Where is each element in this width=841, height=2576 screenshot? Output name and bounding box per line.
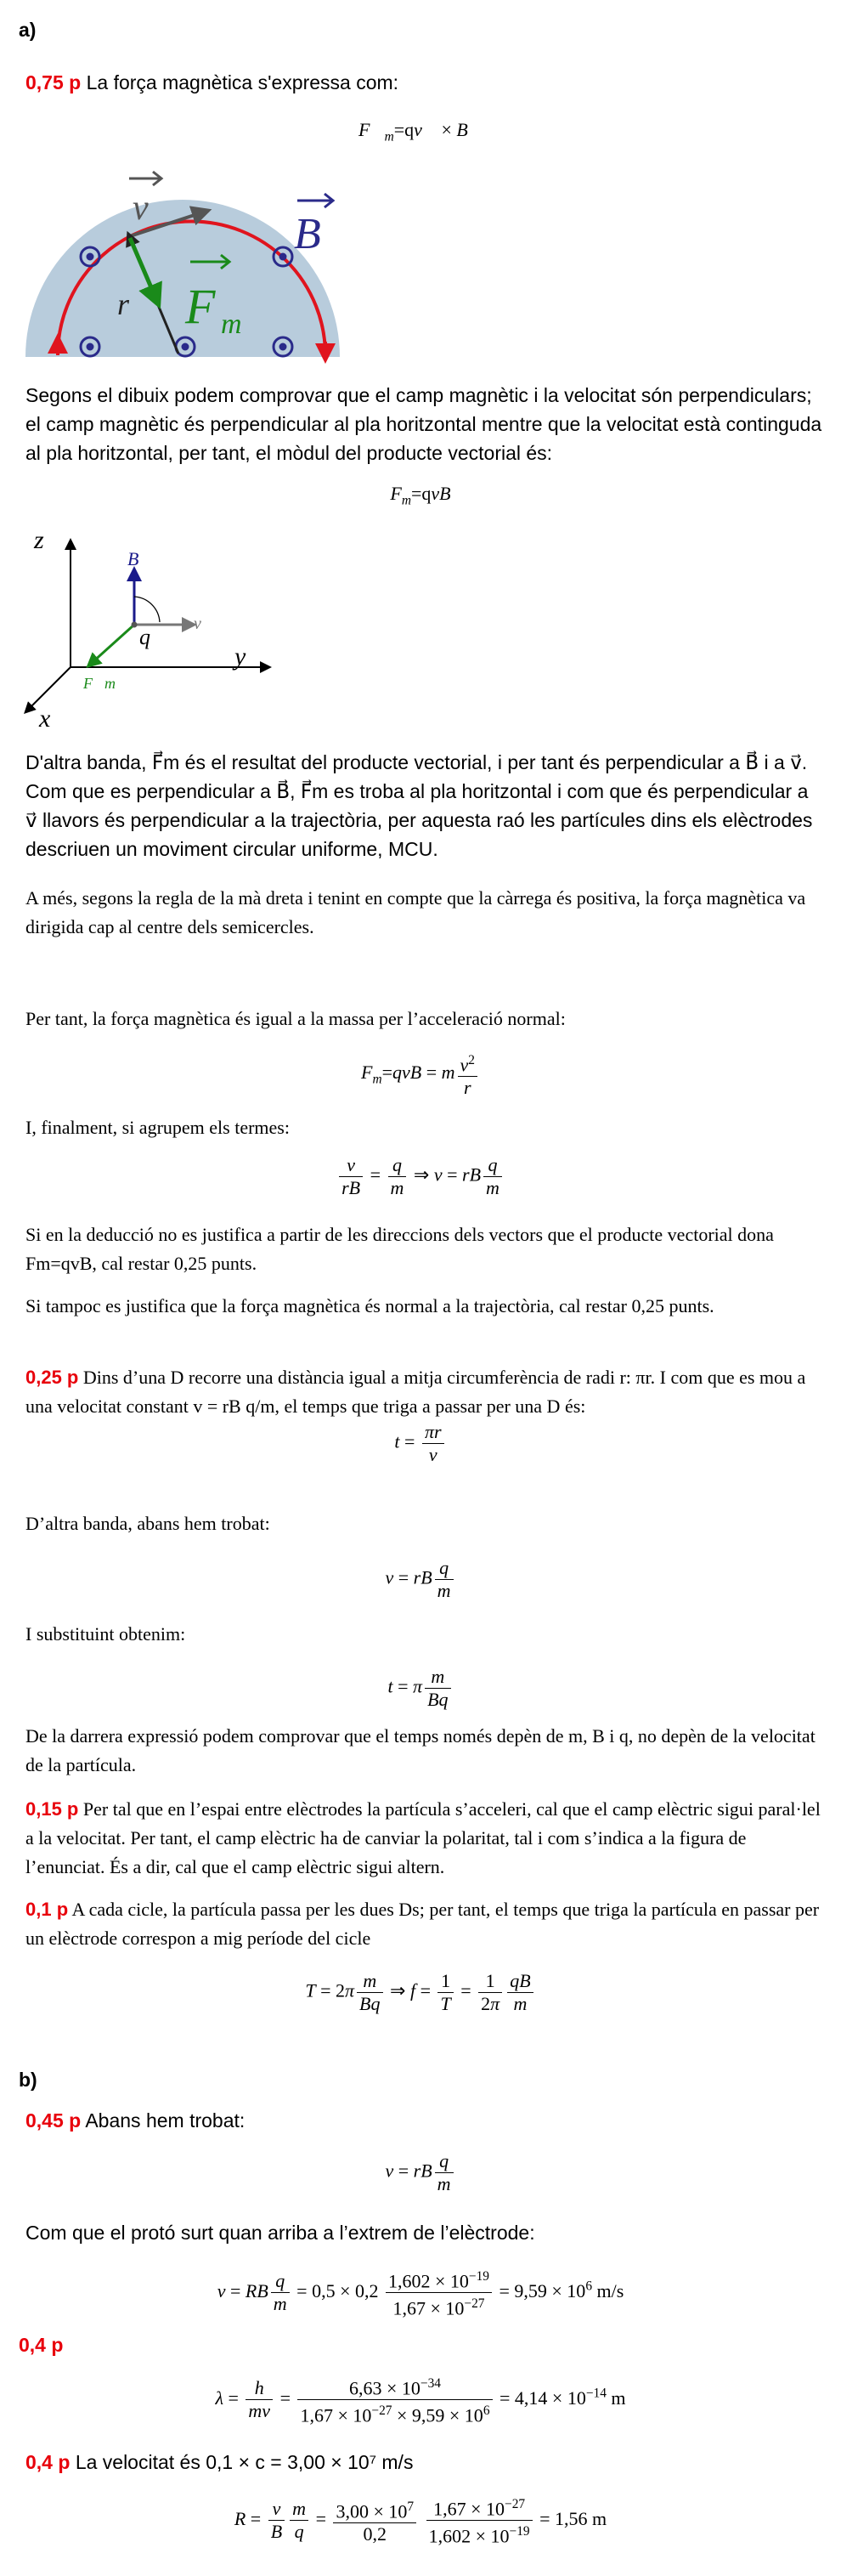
para-normal-penalty: Si tampoc es justifica que la força magnètica és normal a la trajectòria, cal restar 0,25 punts. xyxy=(25,1295,714,1316)
para-group-terms: I, finalment, si agrupem els termes: xyxy=(25,1117,290,1138)
axis-z-label: z xyxy=(34,526,44,554)
equation-velocity: $\frac{v}{rB}$ = $\frac{q}{m}$ ⇒ v = rB $\frac{q}{m}$ xyxy=(0,1154,841,1199)
q2-text-body: Dins d’una D recorre una distància igual a mitja circumferència de radi r: πr. I com que es mou a una velocitat constant v = rB q/m, el temps que triga a passar per una D és: xyxy=(25,1367,806,1417)
q4-text xyxy=(25,1895,824,1953)
q1-intro-text: La força magnètica s'expressa com: xyxy=(86,71,399,93)
fig2-B-label: B⃗ xyxy=(127,548,154,569)
b-q3-text-body: La velocitat és 0,1 × c = 3,00 × 10⁷ m/s xyxy=(75,2451,414,2473)
equation-lorentz-vector: $F⃗_m=qv⃗$ × B⃗ xyxy=(358,119,483,144)
para-deduction-penalty: Si en la deducció no es justifica a partir de les direccions dels vectors que el producte vectorial dona Fm=qvB, cal restar 0,25 punts. xyxy=(25,1224,774,1274)
points-badge: 0,25 p xyxy=(25,1367,79,1388)
equation-time-half: t = $\frac{\pi r}{v}$ xyxy=(0,1421,841,1466)
points-badge: 0,4 p xyxy=(19,2334,64,2356)
b-q1-text xyxy=(25,2106,824,2135)
para-normal-accel: Per tant, la força magnètica és igual a la massa per l’acceleració normal: xyxy=(25,1008,566,1029)
axis-y-label: y xyxy=(234,643,246,671)
equation-velocity-repeat: v = rB $\frac{q}{m}$ xyxy=(0,1557,841,1602)
points-badge: 0,1 p xyxy=(25,1899,69,1920)
para-right-hand: A més, segons la regla de la mà dreta i tenint en compte que la càrrega és positiva, la força magnètica va dirigida cap al centre dels semicercles. xyxy=(25,887,806,937)
equation-fm-qvb: $F_m=qvB$ xyxy=(390,483,451,508)
axis-x-label: x xyxy=(39,705,51,733)
b-q2-points xyxy=(19,2330,63,2359)
b-q3-text xyxy=(25,2448,824,2477)
para-time-dependence: De la darrera expressió podem comprovar que el temps només depèn de m, B i q, no depèn de la velocitat de la partícula. xyxy=(25,1725,816,1775)
equation-radius: R = $\frac{v}{B}$ $\frac{m}{q}$ = $\frac{3,00 \times 10^7}{0,2}$ $\frac{1,67 \times 10^{-27}}{1,602 \times 10^{-19}}$ = 1,56 m xyxy=(0,2494,841,2548)
part-b-label: b) xyxy=(19,2069,37,2091)
para-substitute: I substituint obtenim: xyxy=(25,1623,186,1645)
fig2-F-label: F⃗m xyxy=(83,675,116,692)
part-a-label: a) xyxy=(19,19,37,41)
points-badge: 0,4 p xyxy=(25,2451,71,2473)
fig2-v-label: v⃗ xyxy=(194,614,215,633)
q2-text xyxy=(25,1363,824,1421)
equation-wavelength: λ = $\frac{h}{mv}$ = $\frac{6,63 \times 10^{-34}}{1,67 \times 10^{-27} \times 9,59 \times 10^6}$ = $4,14 \times 10^{-14}$ m xyxy=(0,2373,841,2427)
semicircle-figure xyxy=(24,153,355,365)
radius-label: r xyxy=(117,287,130,321)
para-found-before: D’altra banda, abans hem trobat: xyxy=(25,1513,270,1534)
q3-text-body: Per tal que en l’espai entre elèctrodes la partícula s’acceleri, cal que el camp elèctric sigui paral·lel a la velocitat. Per tant, el camp elèctric ha de canviar la polaritat, tal i com s’indica a la figura de l’enunciat. És a dir, cal que el camp elèctric sigui altern. xyxy=(25,1798,821,1877)
equation-time-final: t = π $\frac{m}{Bq}$ xyxy=(0,1666,841,1711)
axes-figure xyxy=(24,518,279,739)
points-badge: 0,15 p xyxy=(25,1798,79,1820)
force-sub-label: m xyxy=(221,309,242,340)
equation-period-frequency: T = 2π $\frac{m}{Bq}$ ⇒ f = $\frac{1}{T}$ = $\frac{1}{2\pi}$ $\frac{qB}{m}$ xyxy=(0,1970,841,2015)
points-badge: 0,45 p xyxy=(25,2109,82,2132)
charge-label: q xyxy=(139,625,150,649)
para-proton-exit: Com que el protó surt quan arriba a l’extrem de l’elèctrode: xyxy=(25,2222,535,2244)
q3-text xyxy=(25,1795,824,1882)
force-label: F xyxy=(185,279,216,334)
para-perpendicular: Segons el dibuix podem comprovar que el camp magnètic i la velocitat són perpendiculars; el camp magnètic és perpendicular al pla horitzontal mentre que la velocitat està continguda al pla horitzontal, per tant, el mòdul del producte vectorial és: xyxy=(25,384,822,464)
para-fm-perpendicular: D'altra banda, F⃗m és el resultat del producte vectorial, i per tant és perpendicular a B⃗ i a v⃗. Com que es perpendicular a B⃗, F⃗m es troba al pla horitzontal i com que és perpendicular a v⃗ llavors és perpendicular a la trajectòria, per aquesta raó les partícules dins els elèctrodes descriuen un moviment circular uniforme, MCU. xyxy=(25,751,813,860)
equation-centripetal: $F_m=qvB = m$ $\frac{v^2}{r}$ xyxy=(0,1050,841,1099)
q1-intro xyxy=(25,68,824,97)
points-badge: 0,75 p xyxy=(25,71,82,93)
q4-text-body: A cada cicle, la partícula passa per les dues Ds; per tant, el temps que triga la partícula en passar per un elèctrode correspon a mig període del cicle xyxy=(25,1899,820,1949)
equation-velocity-b: v = rB $\frac{q}{m}$ xyxy=(0,2150,841,2195)
velocity-label: v xyxy=(133,189,149,228)
b-q1-text-body: Abans hem trobat: xyxy=(85,2109,246,2132)
equation-velocity-numeric: v = RB $\frac{q}{m}$ = 0,5 × 0,2 $\frac{1,602 \times 10^{-19}}{1,67 \times 10^{-27}}$ = $9,59 \times 10^6$ m/s xyxy=(0,2266,841,2320)
field-label: B xyxy=(294,210,321,258)
